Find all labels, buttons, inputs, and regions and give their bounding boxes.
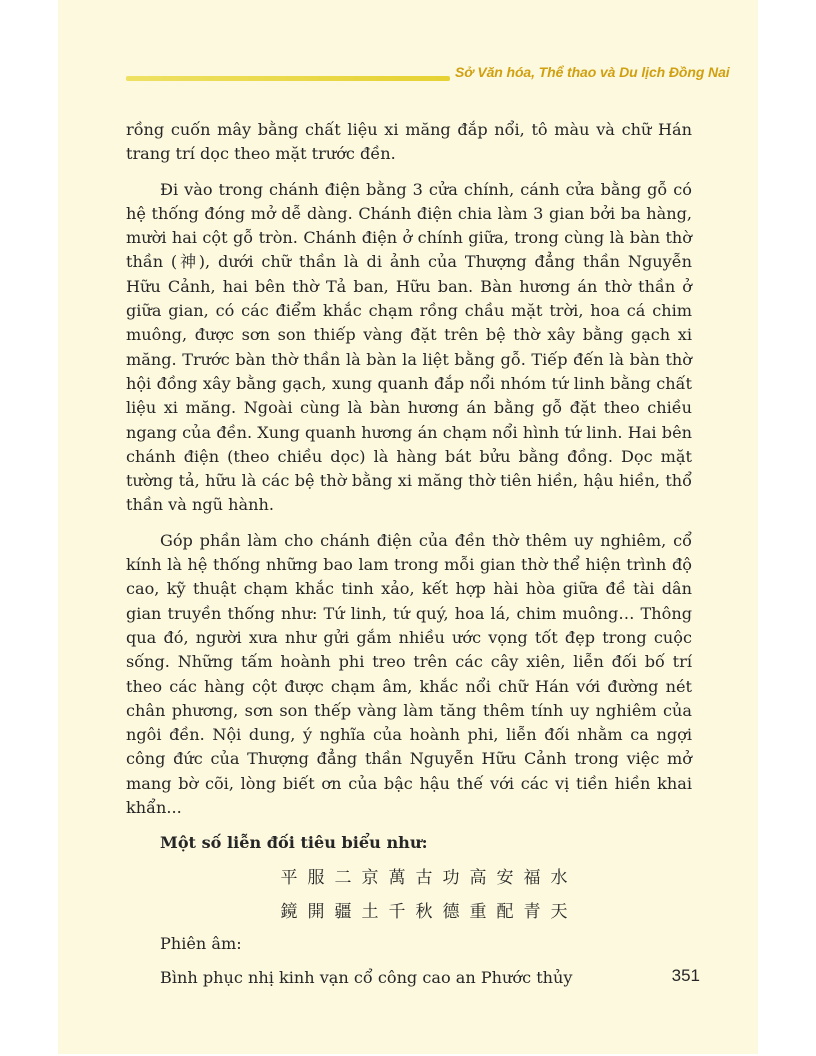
couplets-heading: Một số liễn đối tiêu biểu như: [160, 833, 428, 853]
transliteration-line-1: Bình phục nhị kinh vạn cổ công cao an Phước thủy [160, 967, 573, 987]
phien-am-label: Phiên âm: [160, 933, 242, 953]
paragraph-3: Góp phần làm cho chánh điện của đền thờ thêm uy nghiêm, cổ kính là hệ thống những bao lam trong mỗi gian thờ thể hiện trình độ cao, kỹ thuật chạm khắc tinh xảo, kết hợp hài hòa giữa đề tài dân gian truyền thống như: Tứ linh, tứ quý, hoa lá, chim muông… Thông qua đó, người xưa như gửi gắm nhiều ước vọng tốt đẹp trong cuộc sống. Những tấm hoành phi treo trên các cây xiên, liễn đối bố trí theo các hàng cột được chạm âm, khắc nổi chữ Hán với đường nét chân phương, sơn son thếp vàng làm tăng thêm tính uy nghiêm của ngôi đền. Nội dung, ý nghĩa của hoành phi, liễn đối nhằm ca ngợi công đức của Thượng đẳng thần Nguyễn Hữu Cảnh trong việc mở mang bờ cõi, lòng biết ơn của bậc hậu thế với các vị tiền hiền khai khẩn... [126, 530, 692, 818]
paragraph-2: Đi vào trong chánh điện bằng 3 cửa chính, cánh cửa bằng gỗ có hệ thống đóng mở dễ dàng. Chánh điện chia làm 3 gian bởi ba hàng, mười hai cột gỗ tròn. Chánh điện ở chính giữa, trong cùng là bàn thờ thần (神), dưới chữ thần là di ảnh của Thượng đẳng thần Nguyễn Hữu Cảnh, hai bên thờ Tả ban, Hữu ban. Bàn hương án thờ thần ở giữa gian, có các điểm khắc chạm rồng chầu mặt trời, hoa cá chim muông, được sơn son thiếp vàng đặt trên bệ thờ xây bằng gạch xi măng. Trước bàn thờ thần là bàn la liệt bằng gỗ. Tiếp đến là bàn thờ hội đồng xây bằng gạch, xung quanh đắp nổi nhóm tứ linh bằng chất liệu xi măng. Ngoài cùng là bàn hương án bằng gỗ đặt theo chiều ngang của đền. Xung quanh hương án chạm nổi hình tứ linh. Hai bên chánh điện (theo chiều dọc) là hàng bát bửu bằng đồng. Dọc mặt tường tả, hữu là các bệ thờ bằng xi măng thờ tiên hiền, hậu hiền, thổ thần và ngũ hành. [126, 179, 692, 515]
body-text [126, 118, 692, 1000]
paragraph-1: rồng cuốn mây bằng chất liệu xi măng đắp nổi, tô màu và chữ Hán trang trí dọc theo mặt trước đền. [126, 120, 692, 164]
page-number: 351 [671, 966, 700, 985]
running-header: Sở Văn hóa, Thể thao và Du lịch Đồng Nai [455, 64, 730, 80]
hanzi-couplet-line-2: 鏡開疆土千秋德重配青天 [280, 901, 578, 922]
header-rule [126, 76, 450, 81]
hanzi-couplet-line-1: 平服二京萬古功高安福水 [280, 867, 578, 888]
